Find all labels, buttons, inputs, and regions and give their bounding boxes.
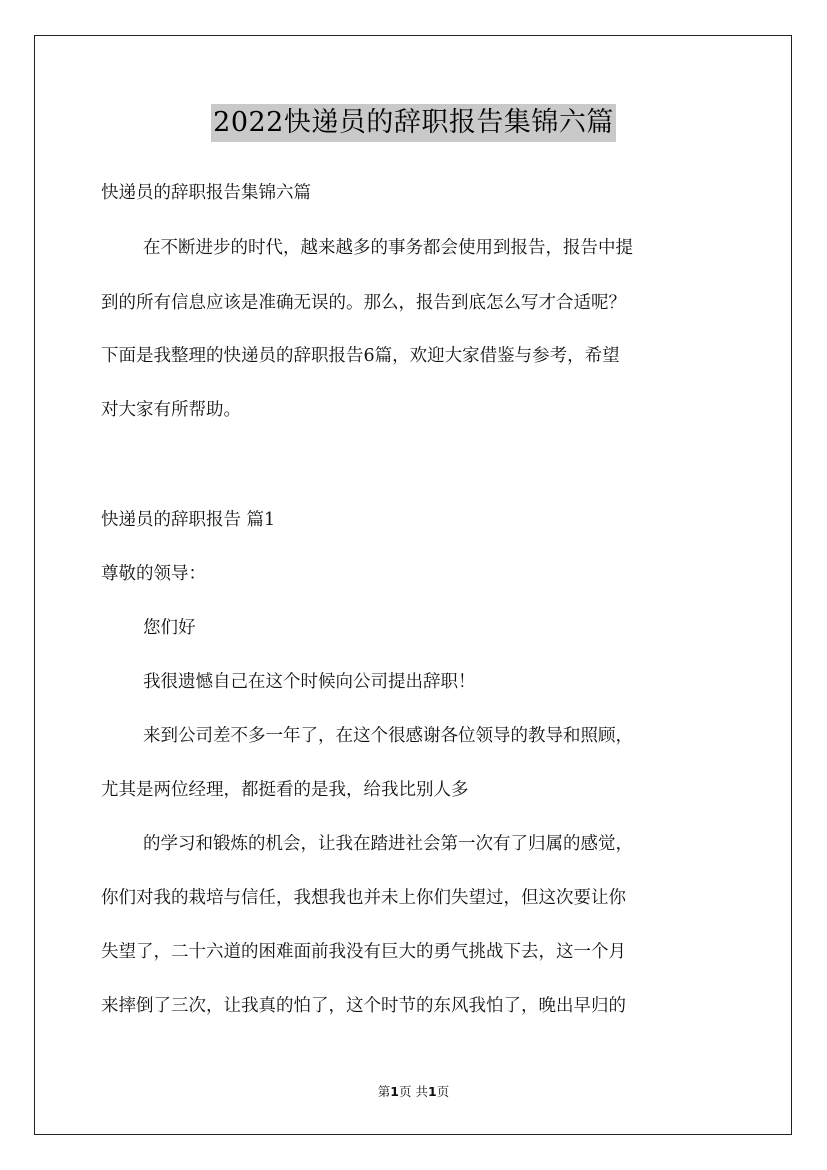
document-title: 2022快递员的辞职报告集锦六篇 <box>211 104 616 142</box>
title-container <box>0 104 827 142</box>
footer-suffix: 页 <box>436 1084 450 1099</box>
footer-total-pages: 1 <box>427 1084 437 1099</box>
page-footer <box>0 1083 827 1101</box>
section-heading: 快递员的辞职报告 篇1 <box>101 510 276 530</box>
body-line: 的学习和锻炼的机会，让我在踏进社会第一次有了归属的感觉， <box>143 834 633 854</box>
intro-line: 在不断进步的时代，越来越多的事务都会使用到报告，报告中提 <box>143 238 633 258</box>
body-line: 尤其是两位经理，都挺看的是我，给我比别人多 <box>101 780 469 800</box>
footer-middle: 页 共 <box>399 1084 428 1099</box>
subtitle: 快递员的辞职报告集锦六篇 <box>101 183 311 203</box>
footer-page-number: 1 <box>390 1084 399 1099</box>
body-line: 来摔倒了三次，让我真的怕了，这个时节的东风我怕了，晚出早归的 <box>101 996 626 1016</box>
body-line: 来到公司差不多一年了，在这个很感谢各位领导的教导和照顾， <box>143 726 633 746</box>
greeting: 您们好 <box>143 618 196 638</box>
body-line: 失望了，二十六道的困难面前我没有巨大的勇气挑战下去，这一个月 <box>101 942 626 962</box>
intro-line: 到的所有信息应该是准确无误的。那么，报告到底怎么写才合适呢？ <box>101 293 626 313</box>
intro-line: 对大家有所帮助。 <box>101 400 241 420</box>
footer-prefix: 第 <box>377 1084 391 1099</box>
intro-line: 下面是我整理的快递员的辞职报告6篇，欢迎大家借鉴与参考，希望 <box>101 346 620 366</box>
salutation: 尊敬的领导： <box>101 564 206 584</box>
body-line: 你们对我的栽培与信任，我想我也并未上你们失望过，但这次要让你 <box>101 888 626 908</box>
body-line: 我很遗憾自己在这个时候向公司提出辞职！ <box>143 672 476 692</box>
